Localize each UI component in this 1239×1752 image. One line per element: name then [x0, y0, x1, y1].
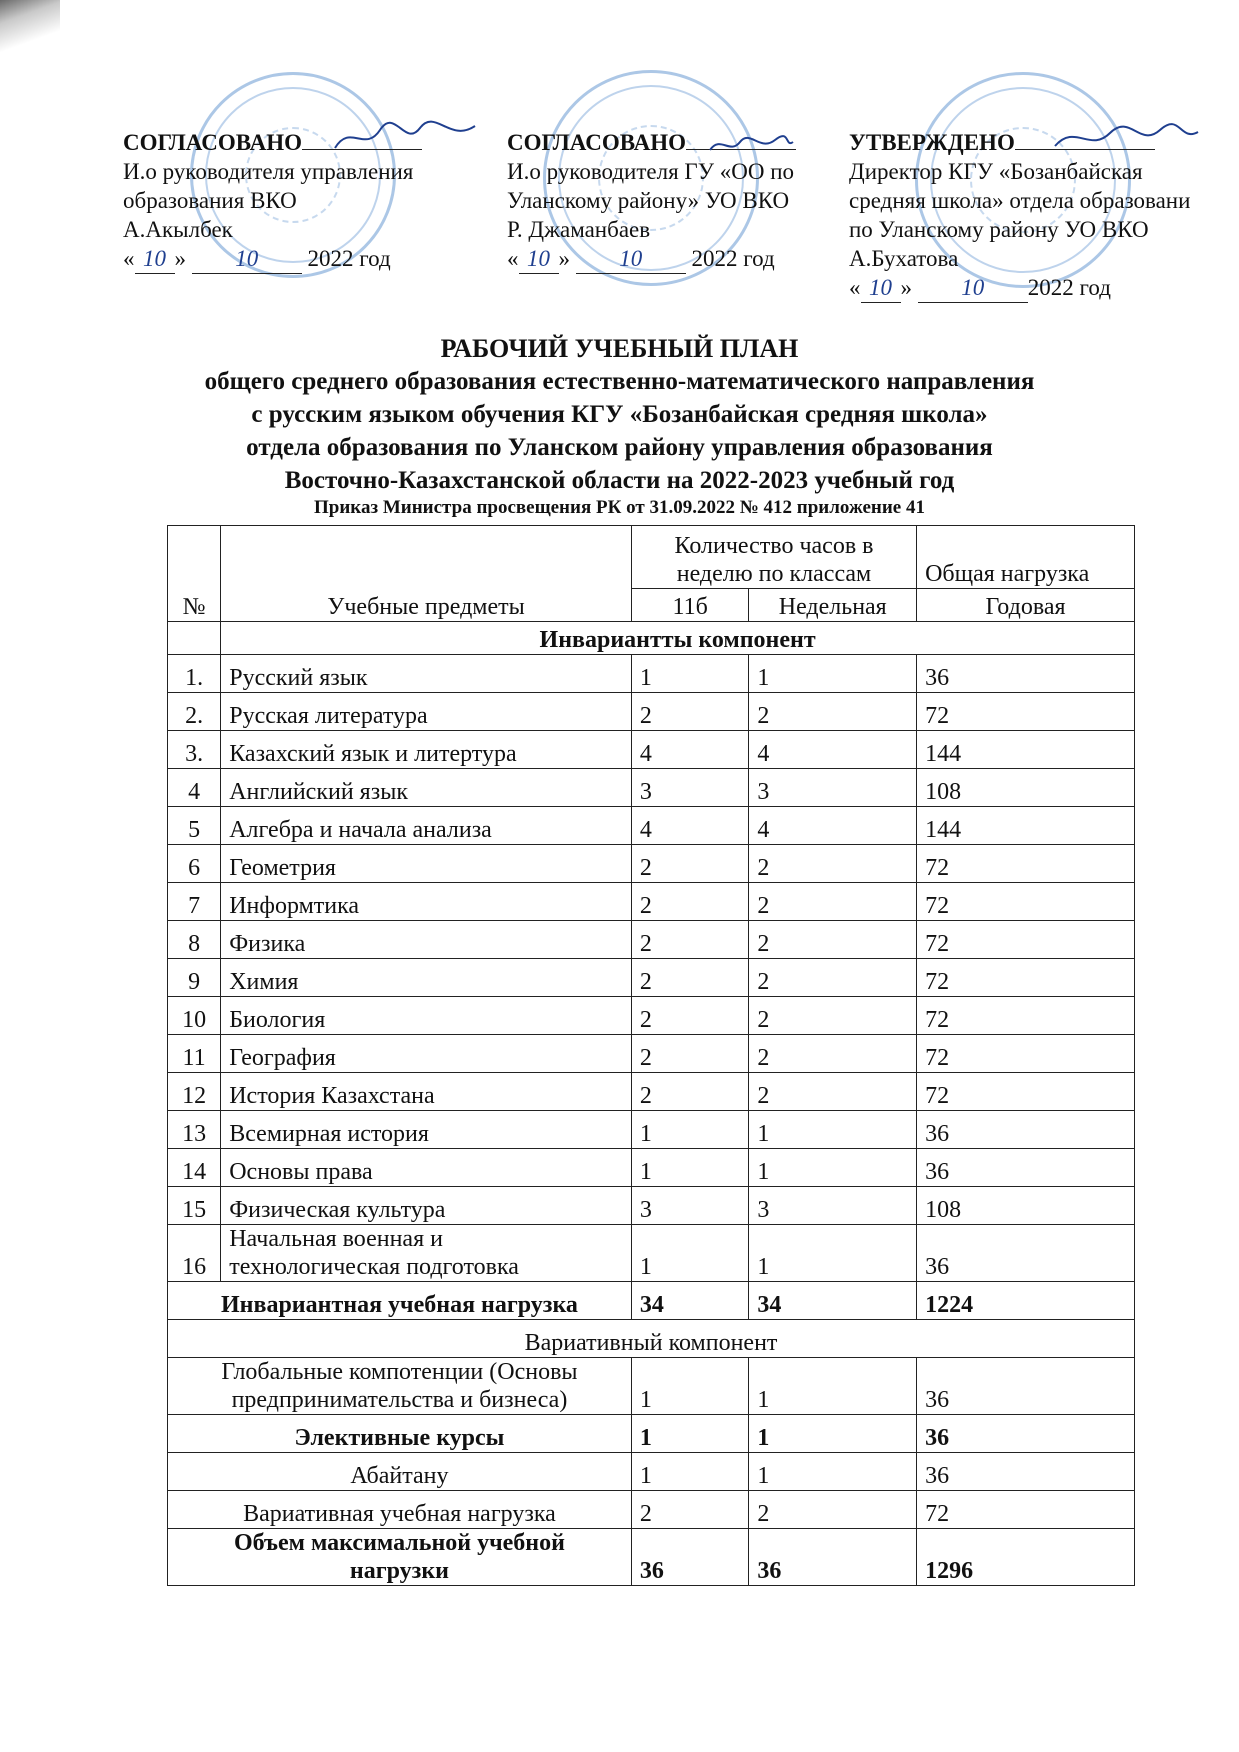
- row-subject: Английский язык: [221, 769, 632, 807]
- title-line: РАБОЧИЙ УЧЕБНЫЙ ПЛАН: [440, 334, 799, 363]
- row-subject: Химия: [221, 959, 632, 997]
- row-hours: 2: [631, 959, 748, 997]
- row-no: 15: [168, 1187, 221, 1225]
- section-row: [168, 1320, 1135, 1358]
- table-row: [168, 1415, 1135, 1453]
- signature-scribble: [330, 118, 480, 158]
- row-weekly: 1: [749, 1358, 917, 1415]
- table-row: [168, 921, 1135, 959]
- row-hours: 4: [631, 807, 748, 845]
- table-header-row: [168, 526, 1135, 589]
- title-line: с русским языком обучения КГУ «Бозанбайская средняя школа»: [251, 401, 988, 428]
- document-title: [0, 332, 1239, 519]
- row-hours: 2: [631, 921, 748, 959]
- table-row: [168, 1453, 1135, 1491]
- row-yearly: 36: [917, 1358, 1135, 1415]
- row-hours: 2: [631, 1035, 748, 1073]
- total-hours: 36: [631, 1529, 748, 1586]
- row-yearly: 72: [917, 845, 1135, 883]
- row-yearly: 72: [917, 997, 1135, 1035]
- approval-line: И.о руководителя ГУ «ОО по: [507, 159, 795, 184]
- row-hours: 3: [631, 1187, 748, 1225]
- row-hours: 2: [631, 883, 748, 921]
- table-row: [168, 959, 1135, 997]
- row-yearly: 72: [917, 883, 1135, 921]
- approval-line: образования ВКО: [123, 188, 297, 213]
- row-no: 3.: [168, 731, 221, 769]
- approval-date: « 10 » 10 2022 год: [507, 244, 827, 274]
- header-total-group: Общая нагрузка: [917, 526, 1135, 589]
- total-label: Объем максимальной учебной нагрузки: [168, 1529, 632, 1586]
- row-weekly: 1: [749, 1111, 917, 1149]
- header-no: №: [168, 526, 221, 622]
- title-line: общего среднего образования естественно-математического направления: [204, 368, 1035, 395]
- row-no: 8: [168, 921, 221, 959]
- approval-line: И.о руководителя управления: [123, 159, 414, 184]
- table-row: [168, 769, 1135, 807]
- total-label: Инвариантная учебная нагрузка: [168, 1282, 632, 1320]
- invariant-total-row: [168, 1282, 1135, 1320]
- row-no: 1.: [168, 655, 221, 693]
- row-subject: Всемирная история: [221, 1111, 632, 1149]
- max-total-row: [168, 1529, 1135, 1586]
- row-yearly: 144: [917, 731, 1135, 769]
- row-hours: 4: [631, 731, 748, 769]
- row-weekly: 4: [749, 731, 917, 769]
- row-subject: Биология: [221, 997, 632, 1035]
- row-no: 13: [168, 1111, 221, 1149]
- row-subject: Физическая культура: [221, 1187, 632, 1225]
- signature-scribble: [1050, 118, 1200, 158]
- order-reference: Приказ Министра просвещения РК от 31.09.2022 № 412 приложение 41: [314, 497, 925, 518]
- header-weekly: Недельная: [749, 589, 917, 622]
- row-hours: 1: [631, 1149, 748, 1187]
- row-yearly: 36: [917, 1453, 1135, 1491]
- header-subjects: Учебные предметы: [221, 526, 632, 622]
- section-invariant-title: Инвариантты компонент: [221, 622, 1135, 655]
- row-subject: Абайтану: [168, 1453, 632, 1491]
- row-weekly: 2: [749, 959, 917, 997]
- row-no: 4: [168, 769, 221, 807]
- total-hours: 2: [631, 1491, 748, 1529]
- row-weekly: 1: [749, 655, 917, 693]
- row-subject: Казахский язык и литертура: [221, 731, 632, 769]
- row-no: 16: [168, 1225, 221, 1282]
- row-weekly: 3: [749, 1187, 917, 1225]
- header-class-11b: 11б: [631, 589, 748, 622]
- row-subject: Геометрия: [221, 845, 632, 883]
- row-yearly: 36: [917, 655, 1135, 693]
- row-hours: 1: [631, 1225, 748, 1282]
- row-weekly: 2: [749, 921, 917, 959]
- section-variative-title: Вариативный компонент: [168, 1320, 1135, 1358]
- row-weekly: 2: [749, 883, 917, 921]
- row-subject: Русская литература: [221, 693, 632, 731]
- total-yearly: 72: [917, 1491, 1135, 1529]
- row-subject: Начальная военная и технологическая подготовка: [221, 1225, 632, 1282]
- row-hours: 1: [631, 1358, 748, 1415]
- row-no: 5: [168, 807, 221, 845]
- total-weekly: 2: [749, 1491, 917, 1529]
- scan-edge-shadow: [0, 0, 60, 110]
- row-subject: Элективные курсы: [168, 1415, 632, 1453]
- total-yearly: 1224: [917, 1282, 1135, 1320]
- row-yearly: 72: [917, 921, 1135, 959]
- row-no: 9: [168, 959, 221, 997]
- approval-line: Уланскому району» УО ВКО: [507, 188, 790, 213]
- approval-heading: УТВЕРЖДЕНО: [849, 130, 1015, 155]
- row-subject: Глобальные компотенции (Основы предпринимательства и бизнеса): [168, 1358, 632, 1415]
- variative-total-row: [168, 1491, 1135, 1529]
- row-yearly: 36: [917, 1415, 1135, 1453]
- row-weekly: 1: [749, 1149, 917, 1187]
- row-weekly: 1: [749, 1415, 917, 1453]
- row-subject: Физика: [221, 921, 632, 959]
- row-weekly: 1: [749, 1453, 917, 1491]
- row-hours: 2: [631, 997, 748, 1035]
- row-subject: Русский язык: [221, 655, 632, 693]
- row-weekly: 4: [749, 807, 917, 845]
- section-row: [168, 622, 1135, 655]
- table-row: [168, 1225, 1135, 1282]
- approval-date: « 10 » 10 2022 год: [849, 273, 1219, 303]
- total-weekly: 36: [749, 1529, 917, 1586]
- table-row: [168, 731, 1135, 769]
- row-no: 11: [168, 1035, 221, 1073]
- row-subject: Алгебра и начала анализа: [221, 807, 632, 845]
- total-yearly: 1296: [917, 1529, 1135, 1586]
- approval-line: А.Акылбек: [123, 217, 233, 242]
- row-no: 2.: [168, 693, 221, 731]
- header-yearly: Годовая: [917, 589, 1135, 622]
- row-hours: 1: [631, 655, 748, 693]
- row-no: 7: [168, 883, 221, 921]
- row-yearly: 72: [917, 693, 1135, 731]
- approval-heading: СОГЛАСОВАНО: [507, 130, 687, 155]
- row-weekly: 2: [749, 1073, 917, 1111]
- row-yearly: 108: [917, 769, 1135, 807]
- approval-date: « 10 » 10 2022 год: [123, 244, 453, 274]
- table-row: [168, 693, 1135, 731]
- row-subject: История Казахстана: [221, 1073, 632, 1111]
- row-weekly: 2: [749, 997, 917, 1035]
- table-row: [168, 1111, 1135, 1149]
- table-row: [168, 883, 1135, 921]
- table-row: [168, 1187, 1135, 1225]
- total-label: Вариативная учебная нагрузка: [168, 1491, 632, 1529]
- title-line: отдела образования по Уланском району управления образования: [246, 434, 993, 461]
- row-subject: География: [221, 1035, 632, 1073]
- row-no: 6: [168, 845, 221, 883]
- curriculum-table: [167, 525, 1135, 1586]
- approval-line: по Уланскому району УО ВКО: [849, 217, 1149, 242]
- approval-line: А.Бухатова: [849, 246, 959, 271]
- row-hours: 2: [631, 1073, 748, 1111]
- approval-line: Директор КГУ «Бозанбайская: [849, 159, 1143, 184]
- row-weekly: 2: [749, 693, 917, 731]
- row-hours: 1: [631, 1111, 748, 1149]
- row-no: 10: [168, 997, 221, 1035]
- approval-line: Р. Джаманбаев: [507, 217, 651, 242]
- row-yearly: 72: [917, 1035, 1135, 1073]
- row-yearly: 36: [917, 1225, 1135, 1282]
- table-row: [168, 655, 1135, 693]
- total-weekly: 34: [749, 1282, 917, 1320]
- table-row: [168, 1073, 1135, 1111]
- row-hours: 2: [631, 845, 748, 883]
- table-row: [168, 845, 1135, 883]
- row-yearly: 108: [917, 1187, 1135, 1225]
- row-hours: 2: [631, 693, 748, 731]
- row-weekly: 3: [749, 769, 917, 807]
- row-no: 12: [168, 1073, 221, 1111]
- approval-line: средняя школа» отдела образовани: [849, 188, 1191, 213]
- table-row: [168, 1358, 1135, 1415]
- row-weekly: 2: [749, 1035, 917, 1073]
- table-row: [168, 997, 1135, 1035]
- row-hours: 1: [631, 1453, 748, 1491]
- row-weekly: 1: [749, 1225, 917, 1282]
- total-hours: 34: [631, 1282, 748, 1320]
- signature-scribble: [705, 130, 795, 160]
- table-row: [168, 1035, 1135, 1073]
- title-line: Восточно-Казахстанской области на 2022-2023 учебный год: [284, 467, 955, 494]
- row-weekly: 2: [749, 845, 917, 883]
- row-subject: Информтика: [221, 883, 632, 921]
- approval-heading: СОГЛАСОВАНО: [123, 130, 303, 155]
- table-row: [168, 807, 1135, 845]
- row-hours: 3: [631, 769, 748, 807]
- row-hours: 1: [631, 1415, 748, 1453]
- row-subject: Основы права: [221, 1149, 632, 1187]
- row-no: 14: [168, 1149, 221, 1187]
- row-yearly: 72: [917, 1073, 1135, 1111]
- table-row: [168, 1149, 1135, 1187]
- row-yearly: 72: [917, 959, 1135, 997]
- row-yearly: 144: [917, 807, 1135, 845]
- row-yearly: 36: [917, 1149, 1135, 1187]
- header-hours-group: Количество часов в неделю по классам: [631, 526, 916, 589]
- row-yearly: 36: [917, 1111, 1135, 1149]
